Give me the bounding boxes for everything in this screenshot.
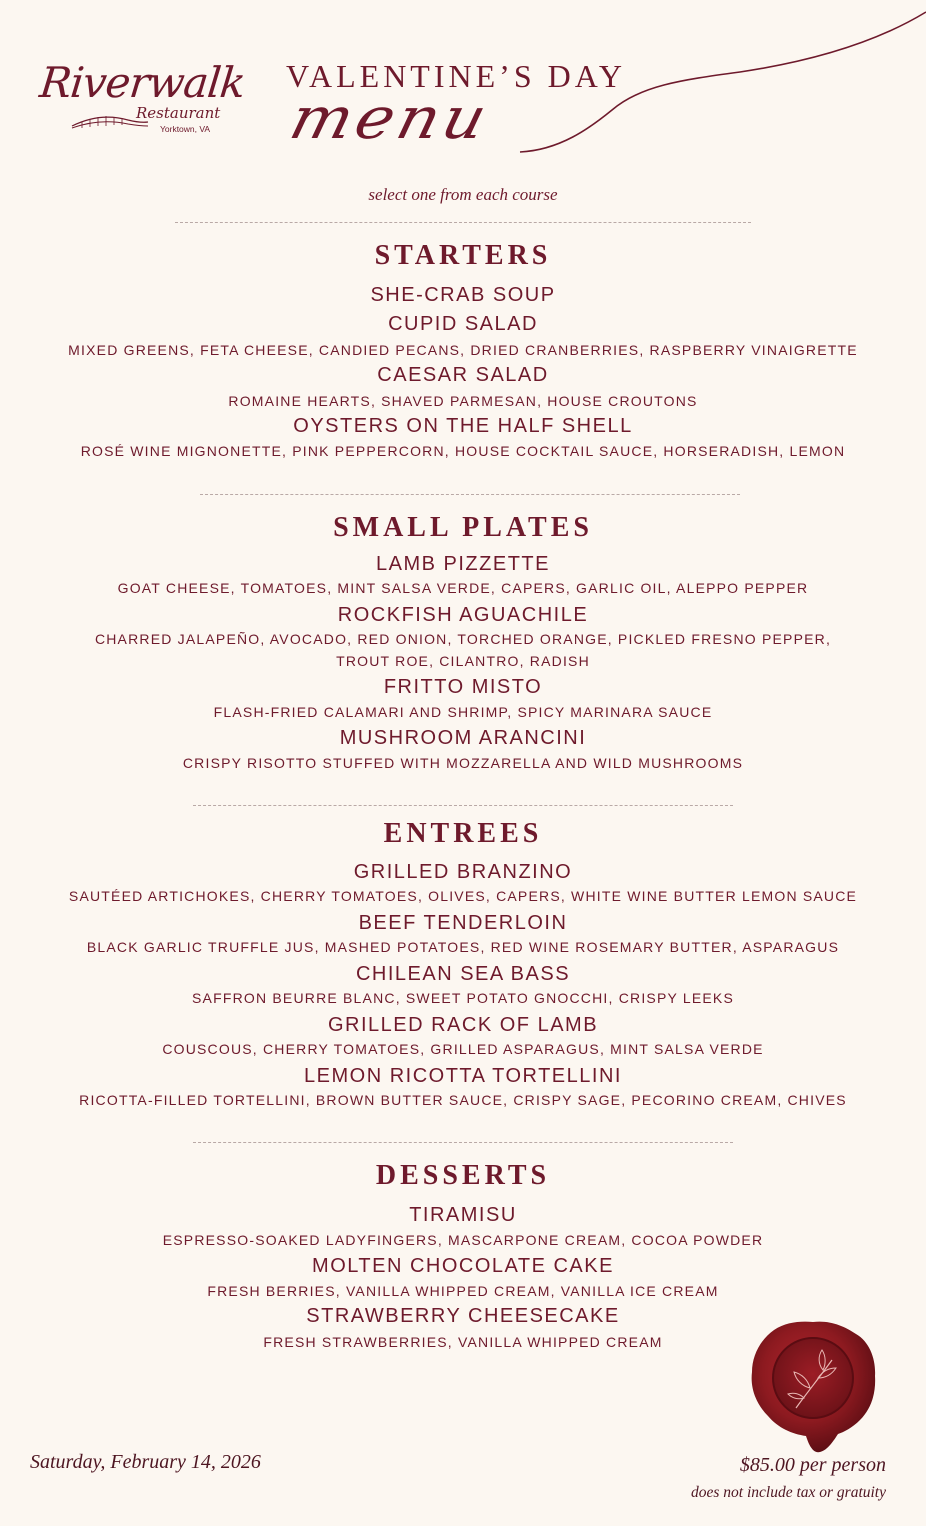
dish-description: ROSÉ WINE MIGNONETTE, PINK PEPPERCORN, HOUSE COCKTAIL SAUCE, HORSERADISH, LEMON xyxy=(80,443,846,459)
dish-description: GOAT CHEESE, TOMATOES, MINT SALSA VERDE, CAPERS, GARLIC OIL, ALEPPO PEPPER xyxy=(117,580,809,596)
section-title-starters: STARTERS xyxy=(374,240,552,271)
dish-description: COUSCOUS, CHERRY TOMATOES, GRILLED ASPARAGUS, MINT SALSA VERDE xyxy=(162,1041,764,1057)
dish-name: FRITTO MISTO xyxy=(383,676,543,698)
dish-name: MUSHROOM ARANCINI xyxy=(339,727,587,749)
dish-description: RICOTTA-FILLED TORTELLINI, BROWN BUTTER SAUCE, CRISPY SAGE, PECORINO CREAM, CHIVES xyxy=(79,1092,847,1108)
dish-description: CHARRED JALAPEÑO, AVOCADO, RED ONION, TORCHED ORANGE, PICKLED FRESNO PEPPER, xyxy=(94,631,832,647)
dish-description: CRISPY RISOTTO STUFFED WITH MOZZARELLA AND WILD MUSHROOMS xyxy=(182,755,744,771)
page-title: VALENTINE’S DAY xyxy=(286,58,626,94)
dish-name: BEEF TENDERLOIN xyxy=(358,912,568,934)
dish-name: GRILLED RACK OF LAMB xyxy=(327,1014,599,1036)
dish-description: MIXED GREENS, FETA CHEESE, CANDIED PECANS, DRIED CRANBERRIES, RASPBERRY VINAIGRETTE xyxy=(68,342,858,358)
dish-description: SAFFRON BEURRE BLANC, SWEET POTATO GNOCCHI, CRISPY LEEKS xyxy=(192,990,734,1006)
page-script-title: menu xyxy=(283,86,497,153)
dish-name: GRILLED BRANZINO xyxy=(353,861,573,883)
dish-name: TIRAMISU xyxy=(409,1204,517,1226)
dish-description: FLASH-FRIED CALAMARI AND SHRIMP, SPICY MARINARA SAUCE xyxy=(213,704,713,720)
dish-name: ROCKFISH AGUACHILE xyxy=(337,604,589,626)
dish-description: ESPRESSO-SOAKED LADYFINGERS, MASCARPONE CREAM, COCOA POWDER xyxy=(162,1232,764,1248)
divider xyxy=(200,494,740,495)
section-title-entrees: ENTREES xyxy=(383,818,543,849)
price-note: does not include tax or gratuity xyxy=(690,1484,886,1501)
dish-name: CAESAR SALAD xyxy=(377,364,549,386)
dish-name: CHILEAN SEA BASS xyxy=(355,963,571,985)
dish-description-continued: TROUT ROE, CILANTRO, RADISH xyxy=(336,653,590,669)
dish-description: SAUTÉED ARTICHOKES, CHERRY TOMATOES, OLIVES, CAPERS, WHITE WINE BUTTER LEMON SAUCE xyxy=(68,888,858,904)
dish-description: ROMAINE HEARTS, SHAVED PARMESAN, HOUSE CROUTONS xyxy=(228,393,698,409)
dish-name: LAMB PIZZETTE xyxy=(376,553,550,575)
event-date: Saturday, February 14, 2026 xyxy=(30,1451,261,1473)
dish-description: FRESH STRAWBERRIES, VANILLA WHIPPED CREAM xyxy=(263,1334,663,1350)
dish-name: LEMON RICOTTA TORTELLINI xyxy=(304,1065,622,1087)
dish-name: MOLTEN CHOCOLATE CAKE xyxy=(312,1255,614,1277)
dish-description: FRESH BERRIES, VANILLA WHIPPED CREAM, VANILLA ICE CREAM xyxy=(207,1283,719,1299)
dish-name: STRAWBERRY CHEESECAKE xyxy=(306,1305,620,1327)
dish-description: BLACK GARLIC TRUFFLE JUS, MASHED POTATOES, RED WINE ROSEMARY BUTTER, ASPARAGUS xyxy=(86,939,840,955)
dish-name: SHE-CRAB SOUP xyxy=(370,284,556,306)
menu-instructions: select one from each course xyxy=(368,185,558,204)
restaurant-logo xyxy=(36,58,246,148)
price-per-person: $85.00 per person xyxy=(739,1454,886,1476)
wax-seal-leaf-icon xyxy=(748,1316,878,1456)
dish-name: CUPID SALAD xyxy=(388,313,538,335)
dish-name: OYSTERS ON THE HALF SHELL xyxy=(293,415,633,437)
logo-wordmark: Riverwalk xyxy=(37,58,248,107)
section-title-desserts: DESSERTS xyxy=(375,1160,551,1191)
logo-location: Yorktown, VA xyxy=(160,124,211,134)
divider xyxy=(175,222,751,223)
section-title-small-plates: SMALL PLATES xyxy=(333,512,593,543)
divider xyxy=(193,805,733,806)
logo-subname: Restaurant xyxy=(136,104,221,122)
divider xyxy=(193,1142,733,1143)
